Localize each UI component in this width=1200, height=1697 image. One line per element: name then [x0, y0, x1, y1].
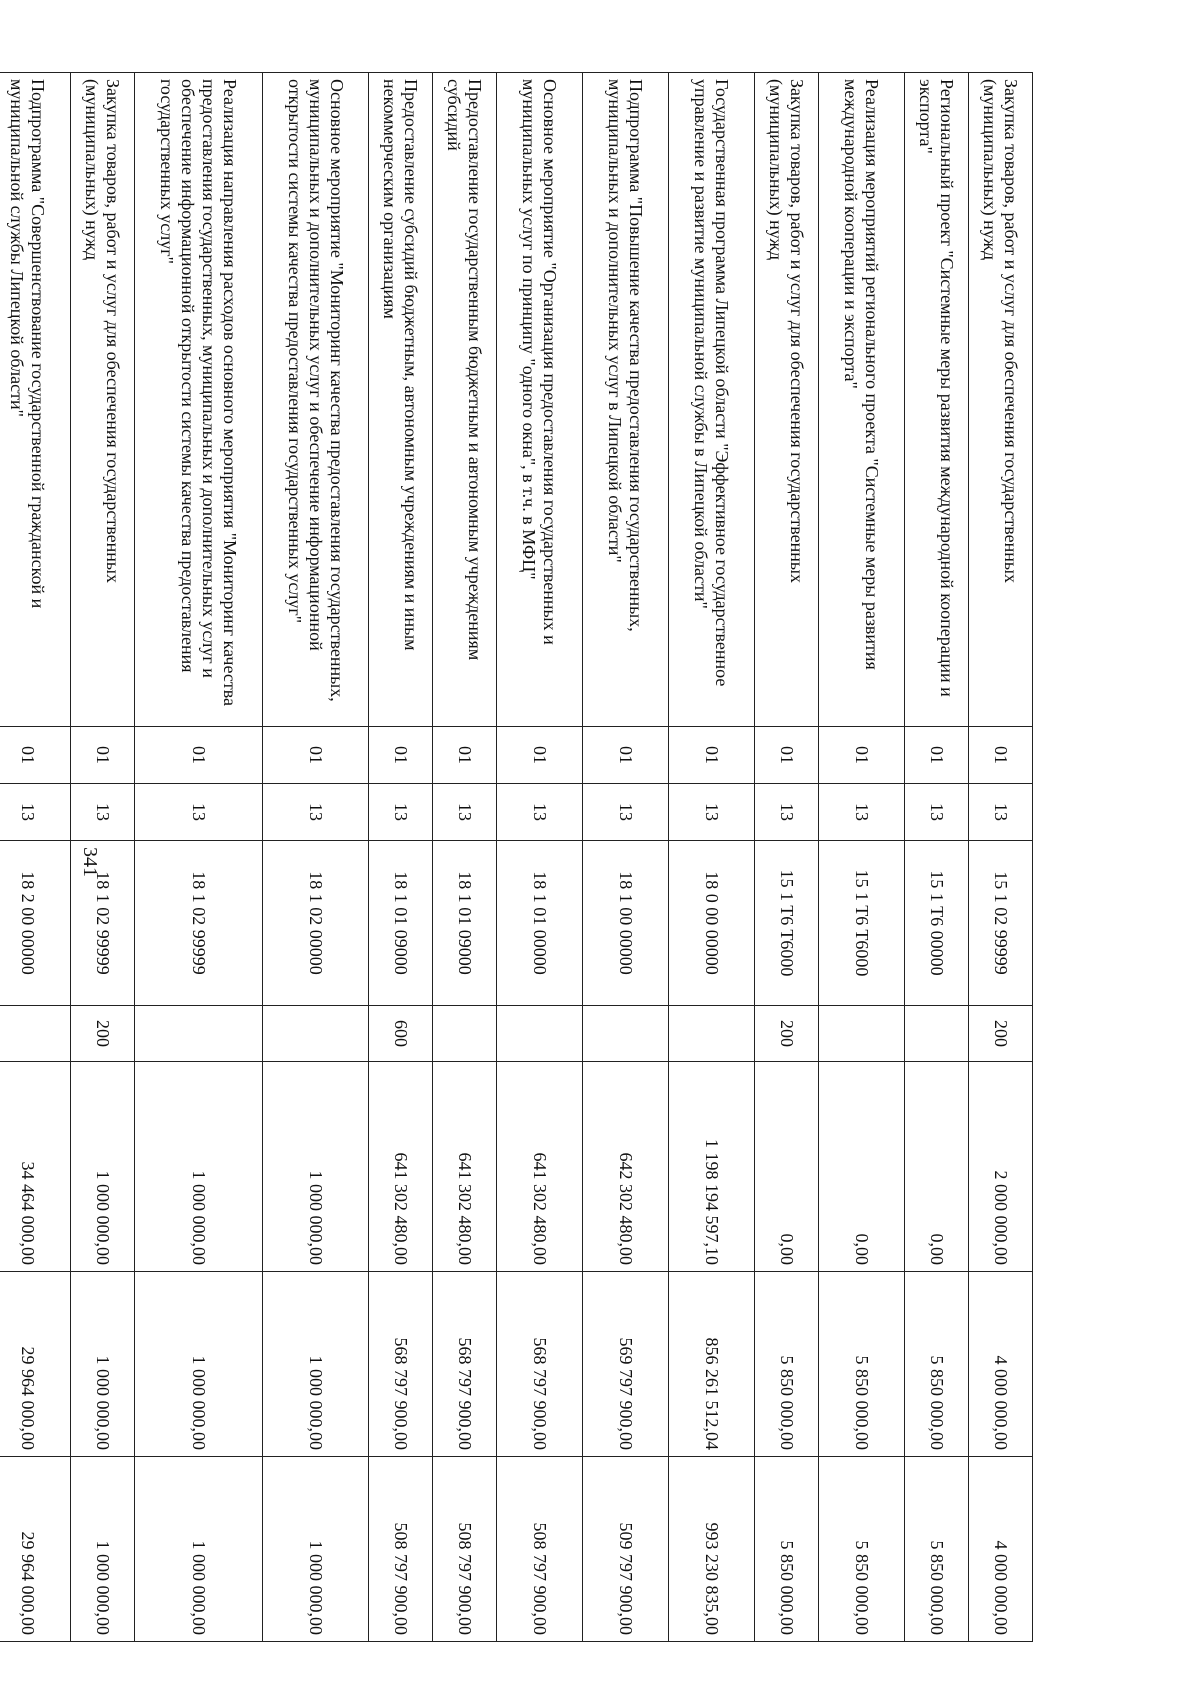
amount-cell-3: 508 797 900,00	[433, 1457, 497, 1642]
expense-name-cell: Реализация мероприятий регионального проекта "Системные меры развития международной кооперации и экспорта"	[819, 73, 905, 727]
subsection-code-cell: 13	[669, 784, 755, 841]
subsection-code-cell: 13	[135, 784, 263, 841]
section-code-cell: 01	[263, 727, 369, 784]
target-article-cell: 15 1 02 99999	[969, 841, 1033, 1006]
table-row	[71, 73, 135, 1642]
expense-name-cell: Основное мероприятие "Мониторинг качества предоставления государственных, муниципальных и дополнительных услуг и обеспечение информационной открытости системы качества предоставления государственных услуг"	[263, 73, 369, 727]
subsection-code-cell: 13	[497, 784, 583, 841]
table-row	[583, 73, 669, 1642]
table-row	[669, 73, 755, 1642]
amount-cell-2: 1 000 000,00	[135, 1272, 263, 1457]
target-article-cell: 18 1 02 99999	[135, 841, 263, 1006]
table-row	[819, 73, 905, 1642]
amount-cell-1: 0,00	[905, 1062, 969, 1272]
subsection-code-cell: 13	[819, 784, 905, 841]
amount-cell-3: 993 230 835,00	[669, 1457, 755, 1642]
amount-cell-2: 5 850 000,00	[819, 1272, 905, 1457]
section-code-cell: 01	[433, 727, 497, 784]
target-article-cell: 15 1 T6 T6000	[819, 841, 905, 1006]
target-article-cell: 18 1 02 00000	[263, 841, 369, 1006]
section-code-cell: 01	[905, 727, 969, 784]
expense-name-cell: Основное мероприятие "Организация предоставления государственных и муниципальных услуг по принципу "одного окна", в т.ч. в МФЦ"	[497, 73, 583, 727]
section-code-cell: 01	[755, 727, 819, 784]
amount-cell-1: 1 000 000,00	[135, 1062, 263, 1272]
section-code-cell: 01	[369, 727, 433, 784]
expense-type-cell: 200	[755, 1006, 819, 1062]
expense-name-cell: Подпрограмма "Повышение качества предоставления государственных, муниципальных и дополнительных услуг в Липецкой области"	[583, 73, 669, 727]
expense-type-cell: 600	[369, 1006, 433, 1062]
amount-cell-2: 856 261 512,04	[669, 1272, 755, 1457]
expense-type-cell	[433, 1006, 497, 1062]
amount-cell-1: 0,00	[819, 1062, 905, 1272]
expense-type-cell	[497, 1006, 583, 1062]
amount-cell-3: 1 000 000,00	[71, 1457, 135, 1642]
target-article-cell: 18 1 01 09000	[369, 841, 433, 1006]
budget-table-body	[0, 73, 1033, 1642]
amount-cell-2: 568 797 900,00	[433, 1272, 497, 1457]
expense-name-cell: Предоставление государственным бюджетным и автономным учреждениям субсидий	[433, 73, 497, 727]
amount-cell-3: 4 000 000,00	[969, 1457, 1033, 1642]
expense-type-cell	[135, 1006, 263, 1062]
expense-type-cell	[905, 1006, 969, 1062]
table-row	[497, 73, 583, 1642]
subsection-code-cell: 13	[71, 784, 135, 841]
subsection-code-cell: 13	[583, 784, 669, 841]
table-row	[905, 73, 969, 1642]
expense-type-cell	[669, 1006, 755, 1062]
expense-name-cell: Региональный проект "Системные меры развития международной кооперации и экспорта"	[905, 73, 969, 727]
expense-type-cell: 200	[71, 1006, 135, 1062]
amount-cell-1: 642 302 480,00	[583, 1062, 669, 1272]
expense-name-cell: Закупка товаров, работ и услуг для обеспечения государственных (муниципальных) нужд	[755, 73, 819, 727]
target-article-cell: 15 1 T6 T6000	[755, 841, 819, 1006]
subsection-code-cell: 13	[969, 784, 1033, 841]
amount-cell-2: 569 797 900,00	[583, 1272, 669, 1457]
target-article-cell: 18 0 00 00000	[669, 841, 755, 1006]
amount-cell-2: 4 000 000,00	[969, 1272, 1033, 1457]
subsection-code-cell: 13	[433, 784, 497, 841]
subsection-code-cell: 13	[369, 784, 433, 841]
section-code-cell: 01	[497, 727, 583, 784]
target-article-cell: 18 1 02 99999	[71, 841, 135, 1006]
table-row	[969, 73, 1033, 1642]
section-code-cell: 01	[71, 727, 135, 784]
amount-cell-3: 5 850 000,00	[755, 1457, 819, 1642]
table-row	[369, 73, 433, 1642]
expense-name-cell: Государственная программа Липецкой области "Эффективное государственное управление и развитие муниципальной службы в Липецкой области"	[669, 73, 755, 727]
expense-type-cell	[819, 1006, 905, 1062]
expense-name-cell: Реализация направления расходов основного мероприятия "Мониторинг качества предоставления государственных, муниципальных и дополнительных услуг и обеспечение информационной открытости системы качества предоставления государственных услуг"	[135, 73, 263, 727]
section-code-cell: 01	[135, 727, 263, 784]
expense-type-cell: 200	[969, 1006, 1033, 1062]
section-code-cell: 01	[819, 727, 905, 784]
amount-cell-2: 568 797 900,00	[369, 1272, 433, 1457]
amount-cell-1: 641 302 480,00	[369, 1062, 433, 1272]
target-article-cell: 15 1 T6 00000	[905, 841, 969, 1006]
amount-cell-2: 5 850 000,00	[905, 1272, 969, 1457]
page-number: 341	[79, 847, 101, 877]
amount-cell-1: 1 198 194 597,10	[669, 1062, 755, 1272]
table-row	[755, 73, 819, 1642]
amount-cell-1: 1 000 000,00	[263, 1062, 369, 1272]
target-article-cell: 18 1 00 00000	[583, 841, 669, 1006]
section-code-cell: 01	[583, 727, 669, 784]
amount-cell-3: 29 964 000,00	[0, 1457, 71, 1642]
amount-cell-1: 0,00	[755, 1062, 819, 1272]
expense-type-cell	[583, 1006, 669, 1062]
budget-table	[0, 72, 1033, 1642]
target-article-cell: 18 1 01 09000	[433, 841, 497, 1006]
subsection-code-cell: 13	[905, 784, 969, 841]
section-code-cell: 01	[669, 727, 755, 784]
expense-type-cell	[263, 1006, 369, 1062]
subsection-code-cell: 13	[263, 784, 369, 841]
target-article-cell: 18 1 01 00000	[497, 841, 583, 1006]
amount-cell-1: 641 302 480,00	[433, 1062, 497, 1272]
amount-cell-3: 509 797 900,00	[583, 1457, 669, 1642]
expense-name-cell: Закупка товаров, работ и услуг для обеспечения государственных (муниципальных) нужд	[969, 73, 1033, 727]
table-row	[0, 73, 71, 1642]
subsection-code-cell: 13	[755, 784, 819, 841]
subsection-code-cell: 13	[0, 784, 71, 841]
table-row	[433, 73, 497, 1642]
amount-cell-1: 641 302 480,00	[497, 1062, 583, 1272]
amount-cell-3: 1 000 000,00	[135, 1457, 263, 1642]
amount-cell-2: 29 964 000,00	[0, 1272, 71, 1457]
amount-cell-2: 568 797 900,00	[497, 1272, 583, 1457]
section-code-cell: 01	[969, 727, 1033, 784]
expense-name-cell: Подпрограмма "Совершенствование государственной гражданской и муниципальной службы Липецкой области"	[0, 73, 71, 727]
amount-cell-3: 508 797 900,00	[497, 1457, 583, 1642]
expense-type-cell	[0, 1006, 71, 1062]
amount-cell-1: 1 000 000,00	[71, 1062, 135, 1272]
amount-cell-3: 1 000 000,00	[263, 1457, 369, 1642]
amount-cell-1: 2 000 000,00	[969, 1062, 1033, 1272]
amount-cell-2: 5 850 000,00	[755, 1272, 819, 1457]
amount-cell-1: 34 464 000,00	[0, 1062, 71, 1272]
table-row	[135, 73, 263, 1642]
target-article-cell: 18 2 00 00000	[0, 841, 71, 1006]
amount-cell-2: 1 000 000,00	[71, 1272, 135, 1457]
expense-name-cell: Закупка товаров, работ и услуг для обеспечения государственных (муниципальных) нужд	[71, 73, 135, 727]
section-code-cell: 01	[0, 727, 71, 784]
table-row	[263, 73, 369, 1642]
amount-cell-3: 5 850 000,00	[819, 1457, 905, 1642]
amount-cell-2: 1 000 000,00	[263, 1272, 369, 1457]
amount-cell-3: 5 850 000,00	[905, 1457, 969, 1642]
expense-name-cell: Предоставление субсидий бюджетным, автономным учреждениям и иным некоммерческим организациям	[369, 73, 433, 727]
amount-cell-3: 508 797 900,00	[369, 1457, 433, 1642]
